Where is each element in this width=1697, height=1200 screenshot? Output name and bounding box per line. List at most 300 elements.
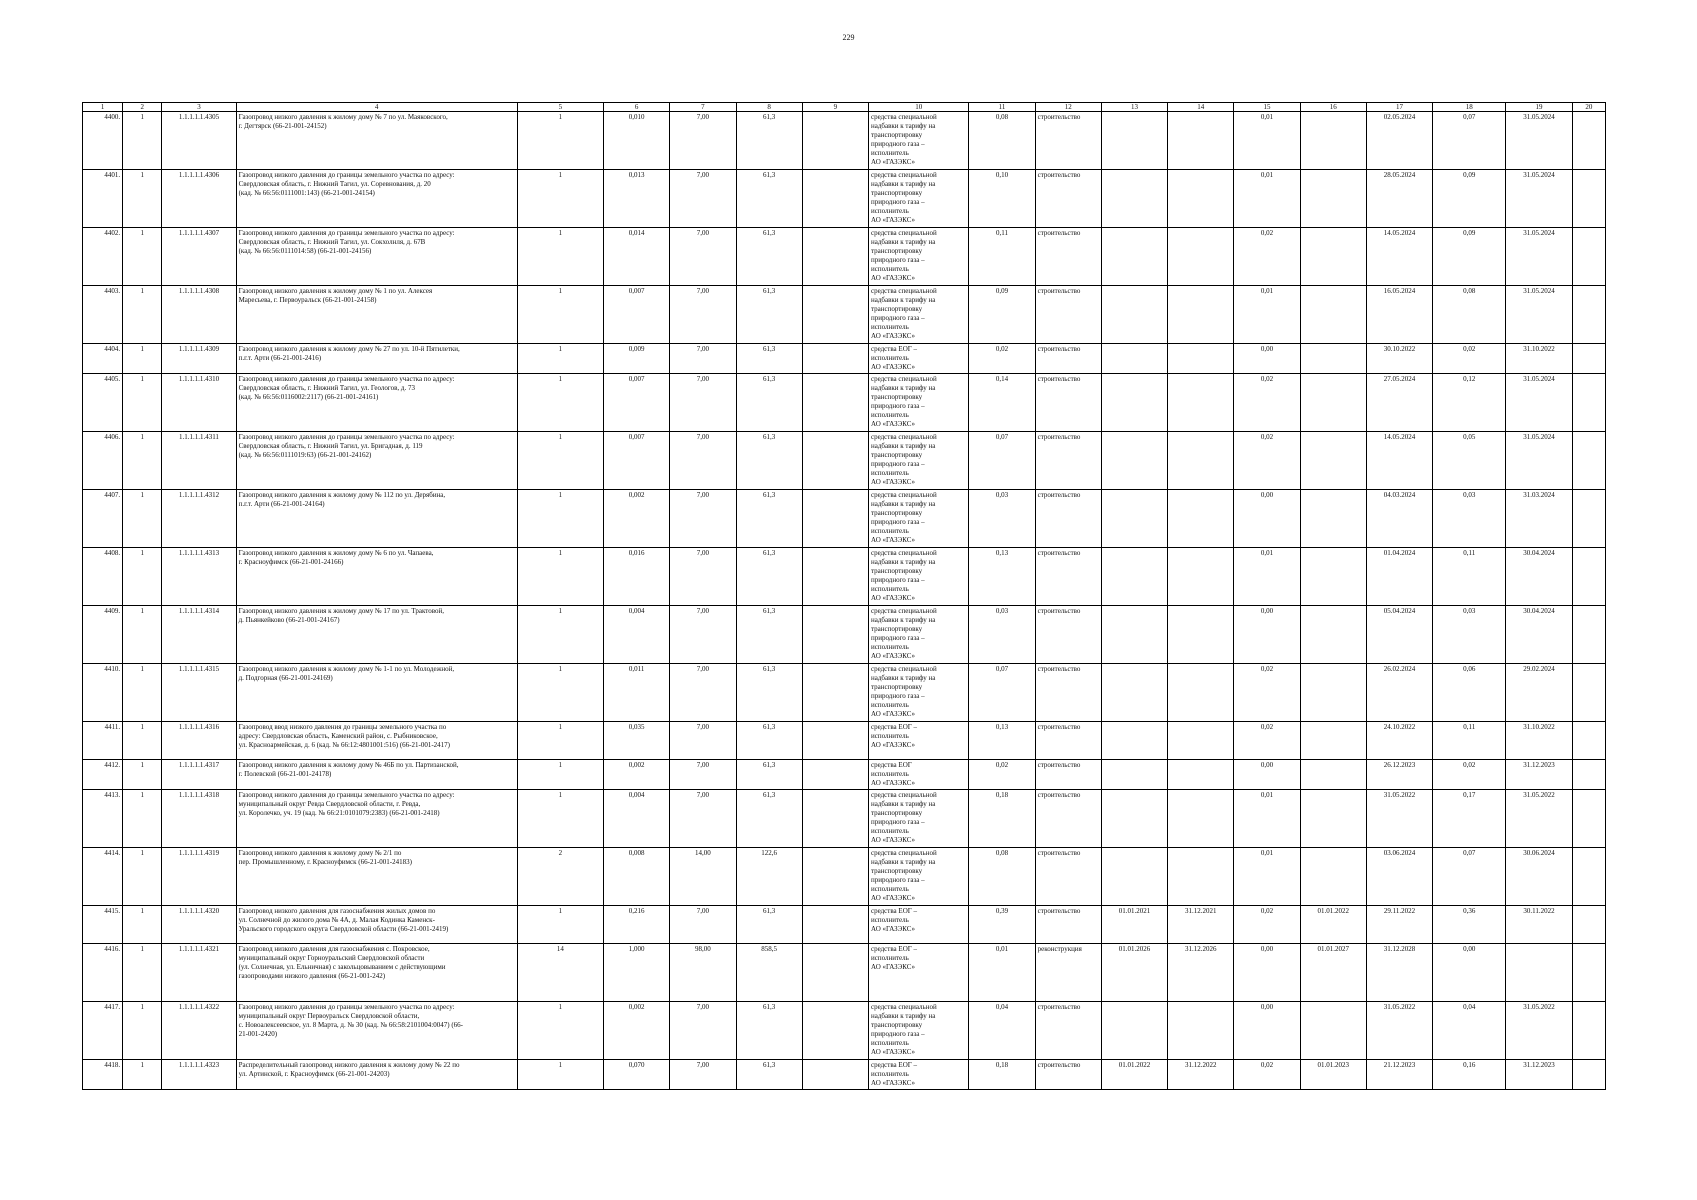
cell-col2: 1 [123,664,162,722]
cell-col19 [1506,944,1572,1002]
cell-col20 [1572,1060,1605,1090]
work-type: строительство [1035,606,1101,664]
cell-col18: 0,16 [1433,1060,1506,1090]
cell-col9 [802,760,868,790]
cell-col9 [802,606,868,664]
work-type: строительство [1035,848,1101,906]
object-code: 1.1.1.1.1.4314 [162,606,236,664]
cell-col6: 0,016 [604,548,670,606]
funding-source: средства специальной надбавки к тарифу на транспортировку природного газа – исполнитель АО «ГАЗЭКС» [869,228,969,286]
object-description: Газопровод низкого давления до границы земельного участка по адресу: Свердловская область, г. Нижний Тагил, ул. Бригадная, д. 119 (кад. № 66:56:0111019:63) (66-21-001-24162) [236,432,517,490]
cell-col14 [1168,374,1234,432]
cell-col5: 2 [517,848,603,906]
object-description: Газопровод ввод низкого давления до границы земельного участка по адресу: Свердловская область, Каменский район, с. Рыбниковское, ул. Красноармейская, д. 6 (кад. № 66:12:4801001:516) (66-21-001-2417) [236,722,517,760]
column-header-15: 15 [1234,103,1300,112]
funding-source: средства специальной надбавки к тарифу на транспортировку природного газа – исполнитель АО «ГАЗЭКС» [869,112,969,170]
object-code: 1.1.1.1.1.4307 [162,228,236,286]
work-type: строительство [1035,490,1101,548]
cell-col13 [1101,286,1167,344]
cell-col7: 7,00 [670,344,736,374]
cell-col5: 1 [517,548,603,606]
row-number: 4413. [83,790,123,848]
cell-col16 [1300,490,1366,548]
funding-source: средства специальной надбавки к тарифу на транспортировку природного газа – исполнитель АО «ГАЗЭКС» [869,1002,969,1060]
cell-col5: 1 [517,760,603,790]
cell-col7: 7,00 [670,548,736,606]
cell-col11: 0,14 [969,374,1035,432]
cell-col2: 1 [123,228,162,286]
cell-col14: 31.12.2022 [1168,1060,1234,1090]
column-header-2: 2 [123,103,162,112]
funding-source: средства ЕОГ – исполнитель АО «ГАЗЭКС» [869,944,969,1002]
cell-col7: 7,00 [670,722,736,760]
cell-col2: 1 [123,490,162,548]
column-header-3: 3 [162,103,236,112]
object-description: Газопровод низкого давления к жилому дому № 46Б по ул. Партизанской, г. Полевской (66-21-001-24178) [236,760,517,790]
column-header-16: 16 [1300,103,1366,112]
table-row [83,906,1606,944]
cell-col2: 1 [123,790,162,848]
cell-col5: 1 [517,722,603,760]
cell-col17: 29.11.2022 [1366,906,1432,944]
cell-col16: 01.01.2023 [1300,1060,1366,1090]
table-row [83,228,1606,286]
funding-source: средства специальной надбавки к тарифу на транспортировку природного газа – исполнитель АО «ГАЗЭКС» [869,848,969,906]
cell-col6: 0,002 [604,1002,670,1060]
table-row [83,286,1606,344]
cell-col16 [1300,760,1366,790]
object-description: Газопровод низкого давления к жилому дому № 7 по ул. Маяковского, г. Дегтярск (66-21-001-24152) [236,112,517,170]
cell-col7: 14,00 [670,848,736,906]
cell-col20 [1572,722,1605,760]
cell-col5: 1 [517,432,603,490]
cell-col2: 1 [123,760,162,790]
funding-source: средства ЕОГ – исполнитель АО «ГАЗЭКС» [869,906,969,944]
cell-col9 [802,790,868,848]
cell-col11: 0,03 [969,606,1035,664]
cell-col11: 0,03 [969,490,1035,548]
cell-col6: 0,007 [604,374,670,432]
cell-col7: 7,00 [670,606,736,664]
cell-col13 [1101,664,1167,722]
cell-col11: 0,08 [969,848,1035,906]
object-description: Газопровод низкого давления для газоснабжения жилых домов по ул. Солнечной до жилого дома № 4А, д. Малая Кодинка Каменск- Уральского городского округа Свердловской области (66-21-001-2419) [236,906,517,944]
cell-col6: 1,000 [604,944,670,1002]
object-code: 1.1.1.1.1.4322 [162,1002,236,1060]
funding-source: средства ЕОГ исполнитель АО «ГАЗЭКС» [869,760,969,790]
funding-source: средства специальной надбавки к тарифу на транспортировку природного газа – исполнитель АО «ГАЗЭКС» [869,374,969,432]
cell-col19: 31.03.2024 [1506,490,1572,548]
cell-col15: 0,01 [1234,170,1300,228]
cell-col20 [1572,760,1605,790]
cell-col14: 31.12.2026 [1168,944,1234,1002]
cell-col17: 31.05.2022 [1366,1002,1432,1060]
object-code: 1.1.1.1.1.4313 [162,548,236,606]
object-description: Газопровод низкого давления к жилому дому № 1-1 по ул. Молодежной, д. Подгорная (66-21-001-24169) [236,664,517,722]
column-header-18: 18 [1433,103,1506,112]
object-code: 1.1.1.1.1.4316 [162,722,236,760]
funding-source: средства специальной надбавки к тарифу на транспортировку природного газа – исполнитель АО «ГАЗЭКС» [869,606,969,664]
cell-col14 [1168,606,1234,664]
object-description: Газопровод низкого давления до границы земельного участка по адресу: муниципальный округ Первоуральск Свердловской области, с. Новоалексеевское, ул. 8 Марта, д. № 30 (кад. № 66:58:2101004:0047) (66- 21-001-2420) [236,1002,517,1060]
cell-col11: 0,10 [969,170,1035,228]
cell-col20 [1572,344,1605,374]
cell-col2: 1 [123,548,162,606]
cell-col18: 0,03 [1433,490,1506,548]
object-description: Газопровод низкого давления к жилому дому № 27 по ул. 10-й Пятилетки, п.г.т. Арти (66-21-001-2416) [236,344,517,374]
funding-source: средства специальной надбавки к тарифу на транспортировку природного газа – исполнитель АО «ГАЗЭКС» [869,490,969,548]
cell-col8: 61,3 [736,432,802,490]
work-type: строительство [1035,664,1101,722]
row-number: 4406. [83,432,123,490]
cell-col13 [1101,374,1167,432]
cell-col20 [1572,664,1605,722]
cell-col8: 61,3 [736,1060,802,1090]
cell-col11: 0,02 [969,760,1035,790]
cell-col19: 31.05.2024 [1506,286,1572,344]
cell-col6: 0,013 [604,170,670,228]
cell-col19: 31.05.2024 [1506,228,1572,286]
cell-col20 [1572,944,1605,1002]
cell-col19: 30.04.2024 [1506,606,1572,664]
cell-col17: 31.05.2022 [1366,790,1432,848]
cell-col2: 1 [123,606,162,664]
object-code: 1.1.1.1.1.4311 [162,432,236,490]
cell-col5: 1 [517,344,603,374]
table-row [83,548,1606,606]
cell-col9 [802,1002,868,1060]
cell-col13 [1101,112,1167,170]
object-description: Газопровод низкого давления до границы земельного участка по адресу: Свердловская область, г. Нижний Тагил, ул. Соревнования, д. 20 (кад. № 66:56:0111001:143) (66-21-001-24154) [236,170,517,228]
cell-col5: 1 [517,374,603,432]
object-description: Газопровод низкого давления к жилому дому № 6 по ул. Чапаева, г. Красноуфимск (66-21-001-24166) [236,548,517,606]
column-header-20: 20 [1572,103,1605,112]
cell-col17: 24.10.2022 [1366,722,1432,760]
cell-col14 [1168,848,1234,906]
cell-col16 [1300,374,1366,432]
cell-col15: 0,01 [1234,286,1300,344]
cell-col15: 0,00 [1234,606,1300,664]
column-header-1: 1 [83,103,123,112]
cell-col9 [802,228,868,286]
cell-col7: 7,00 [670,664,736,722]
table-row [83,848,1606,906]
cell-col16: 01.01.2022 [1300,906,1366,944]
cell-col9 [802,432,868,490]
cell-col11: 0,04 [969,1002,1035,1060]
cell-col20 [1572,906,1605,944]
cell-col19: 31.05.2024 [1506,112,1572,170]
cell-col20 [1572,490,1605,548]
cell-col5: 1 [517,170,603,228]
row-number: 4418. [83,1060,123,1090]
cell-col15: 0,00 [1234,344,1300,374]
cell-col2: 1 [123,722,162,760]
cell-col8: 61,3 [736,344,802,374]
object-code: 1.1.1.1.1.4318 [162,790,236,848]
cell-col14 [1168,286,1234,344]
cell-col19: 31.10.2022 [1506,344,1572,374]
cell-col13 [1101,170,1167,228]
cell-col14 [1168,344,1234,374]
cell-col20 [1572,848,1605,906]
cell-col7: 7,00 [670,112,736,170]
cell-col14 [1168,170,1234,228]
cell-col16 [1300,344,1366,374]
object-description: Газопровод низкого давления к жилому дому № 1 по ул. Алексея Маресьева, г. Первоуральск (66-21-001-24158) [236,286,517,344]
cell-col20 [1572,548,1605,606]
cell-col16: 01.01.2027 [1300,944,1366,1002]
column-header-8: 8 [736,103,802,112]
object-code: 1.1.1.1.1.4320 [162,906,236,944]
object-code: 1.1.1.1.1.4321 [162,944,236,1002]
cell-col8: 61,3 [736,548,802,606]
cell-col18: 0,03 [1433,606,1506,664]
page-number: 229 [842,33,855,42]
cell-col2: 1 [123,374,162,432]
work-type: строительство [1035,228,1101,286]
cell-col7: 7,00 [670,432,736,490]
table-row [83,112,1606,170]
cell-col11: 0,18 [969,1060,1035,1090]
row-number: 4414. [83,848,123,906]
cell-col19: 31.10.2022 [1506,722,1572,760]
cell-col17: 21.12.2023 [1366,1060,1432,1090]
cell-col16 [1300,548,1366,606]
column-header-6: 6 [604,103,670,112]
row-number: 4410. [83,664,123,722]
cell-col8: 858,5 [736,944,802,1002]
row-number: 4402. [83,228,123,286]
cell-col19: 31.05.2022 [1506,1002,1572,1060]
table-row [83,1002,1606,1060]
cell-col6: 0,008 [604,848,670,906]
cell-col14 [1168,1002,1234,1060]
table-header [83,103,1606,112]
cell-col9 [802,664,868,722]
cell-col13 [1101,760,1167,790]
cell-col11: 0,01 [969,944,1035,1002]
cell-col6: 0,004 [604,606,670,664]
cell-col5: 1 [517,112,603,170]
funding-source: средства специальной надбавки к тарифу на транспортировку природного газа – исполнитель АО «ГАЗЭКС» [869,286,969,344]
cell-col20 [1572,228,1605,286]
work-type: строительство [1035,432,1101,490]
cell-col6: 0,007 [604,286,670,344]
cell-col18: 0,05 [1433,432,1506,490]
cell-col8: 61,3 [736,790,802,848]
object-code: 1.1.1.1.1.4305 [162,112,236,170]
table-body [83,112,1606,1090]
cell-col5: 14 [517,944,603,1002]
cell-col17: 26.02.2024 [1366,664,1432,722]
table-row [83,944,1606,1002]
cell-col7: 7,00 [670,490,736,548]
row-number: 4403. [83,286,123,344]
cell-col6: 0,002 [604,760,670,790]
work-type: реконструкция [1035,944,1101,1002]
cell-col15: 0,02 [1234,1060,1300,1090]
cell-col9 [802,722,868,760]
funding-source: средства специальной надбавки к тарифу на транспортировку природного газа – исполнитель АО «ГАЗЭКС» [869,548,969,606]
table-row [83,490,1606,548]
funding-source: средства специальной надбавки к тарифу на транспортировку природного газа – исполнитель АО «ГАЗЭКС» [869,432,969,490]
cell-col19: 31.05.2022 [1506,790,1572,848]
cell-col7: 7,00 [670,170,736,228]
cell-col13: 01.01.2022 [1101,1060,1167,1090]
object-description: Распределительный газопровод низкого давления к жилому дому № 22 по ул. Артинской, г. Красноуфимск (66-21-001-24203) [236,1060,517,1090]
cell-col8: 61,3 [736,170,802,228]
row-number: 4415. [83,906,123,944]
object-description: Газопровод низкого давления для газоснабжения с. Покровское, муниципальный округ Горноуральский Свердловской области (ул. Солнечная, ул. Ельничная) с закольцовыванием с действующими газопроводами низкого давления (66-21-001-242) [236,944,517,1002]
cell-col16 [1300,722,1366,760]
cell-col15: 0,00 [1234,1002,1300,1060]
cell-col9 [802,1060,868,1090]
cell-col18: 0,06 [1433,664,1506,722]
cell-col16 [1300,1002,1366,1060]
cell-col13 [1101,606,1167,664]
cell-col5: 1 [517,790,603,848]
cell-col19: 31.12.2023 [1506,1060,1572,1090]
cell-col11: 0,07 [969,432,1035,490]
row-number: 4408. [83,548,123,606]
column-header-4: 4 [236,103,517,112]
cell-col16 [1300,790,1366,848]
cell-col15: 0,01 [1234,848,1300,906]
cell-col5: 1 [517,286,603,344]
cell-col7: 7,00 [670,790,736,848]
cell-col7: 98,00 [670,944,736,1002]
register-table [82,102,1606,1090]
cell-col16 [1300,112,1366,170]
cell-col5: 1 [517,906,603,944]
cell-col5: 1 [517,1060,603,1090]
cell-col18: 0,11 [1433,722,1506,760]
cell-col14 [1168,112,1234,170]
cell-col8: 61,3 [736,760,802,790]
cell-col9 [802,286,868,344]
cell-col2: 1 [123,344,162,374]
work-type: строительство [1035,112,1101,170]
cell-col13 [1101,228,1167,286]
cell-col15: 0,01 [1234,548,1300,606]
cell-col17: 31.12.2028 [1366,944,1432,1002]
cell-col13 [1101,432,1167,490]
object-code: 1.1.1.1.1.4310 [162,374,236,432]
cell-col14 [1168,548,1234,606]
table-row [83,432,1606,490]
cell-col13 [1101,722,1167,760]
cell-col7: 7,00 [670,1060,736,1090]
cell-col13 [1101,344,1167,374]
cell-col5: 1 [517,490,603,548]
cell-col19: 30.11.2022 [1506,906,1572,944]
cell-col11: 0,18 [969,790,1035,848]
cell-col18: 0,07 [1433,112,1506,170]
work-type: строительство [1035,548,1101,606]
cell-col9 [802,344,868,374]
row-number: 4405. [83,374,123,432]
cell-col7: 7,00 [670,374,736,432]
cell-col11: 0,08 [969,112,1035,170]
column-header-5: 5 [517,103,603,112]
row-number: 4400. [83,112,123,170]
object-code: 1.1.1.1.1.4317 [162,760,236,790]
cell-col15: 0,01 [1234,112,1300,170]
table-row [83,790,1606,848]
cell-col19: 31.05.2024 [1506,374,1572,432]
cell-col20 [1572,790,1605,848]
cell-col9 [802,944,868,1002]
cell-col18: 0,36 [1433,906,1506,944]
cell-col19: 30.06.2024 [1506,848,1572,906]
cell-col13 [1101,790,1167,848]
cell-col8: 61,3 [736,906,802,944]
object-code: 1.1.1.1.1.4309 [162,344,236,374]
cell-col20 [1572,286,1605,344]
cell-col7: 7,00 [670,228,736,286]
cell-col18: 0,02 [1433,760,1506,790]
cell-col8: 61,3 [736,286,802,344]
work-type: строительство [1035,286,1101,344]
cell-col8: 61,3 [736,490,802,548]
work-type: строительство [1035,344,1101,374]
cell-col9 [802,112,868,170]
cell-col17: 28.05.2024 [1366,170,1432,228]
cell-col11: 0,39 [969,906,1035,944]
cell-col15: 0,00 [1234,760,1300,790]
cell-col13 [1101,490,1167,548]
table-row [83,664,1606,722]
cell-col17: 27.05.2024 [1366,374,1432,432]
cell-col15: 0,02 [1234,664,1300,722]
cell-col14 [1168,432,1234,490]
row-number: 4401. [83,170,123,228]
cell-col16 [1300,286,1366,344]
cell-col18: 0,07 [1433,848,1506,906]
cell-col17: 16.05.2024 [1366,286,1432,344]
cell-col18: 0,09 [1433,170,1506,228]
row-number: 4411. [83,722,123,760]
funding-source: средства специальной надбавки к тарифу на транспортировку природного газа – исполнитель АО «ГАЗЭКС» [869,664,969,722]
row-number: 4412. [83,760,123,790]
cell-col17: 03.06.2024 [1366,848,1432,906]
cell-col13 [1101,548,1167,606]
cell-col17: 05.04.2024 [1366,606,1432,664]
cell-col15: 0,02 [1234,228,1300,286]
cell-col15: 0,02 [1234,432,1300,490]
cell-col7: 7,00 [670,286,736,344]
row-number: 4416. [83,944,123,1002]
work-type: строительство [1035,170,1101,228]
cell-col14: 31.12.2021 [1168,906,1234,944]
cell-col18: 0,00 [1433,944,1506,1002]
cell-col2: 1 [123,906,162,944]
cell-col17: 14.05.2024 [1366,432,1432,490]
work-type: строительство [1035,790,1101,848]
cell-col17: 02.05.2024 [1366,112,1432,170]
cell-col8: 61,3 [736,374,802,432]
cell-col18: 0,17 [1433,790,1506,848]
cell-col6: 0,010 [604,112,670,170]
cell-col18: 0,11 [1433,548,1506,606]
column-header-14: 14 [1168,103,1234,112]
cell-col2: 1 [123,1002,162,1060]
cell-col7: 7,00 [670,906,736,944]
cell-col15: 0,01 [1234,790,1300,848]
cell-col9 [802,490,868,548]
cell-col11: 0,11 [969,228,1035,286]
